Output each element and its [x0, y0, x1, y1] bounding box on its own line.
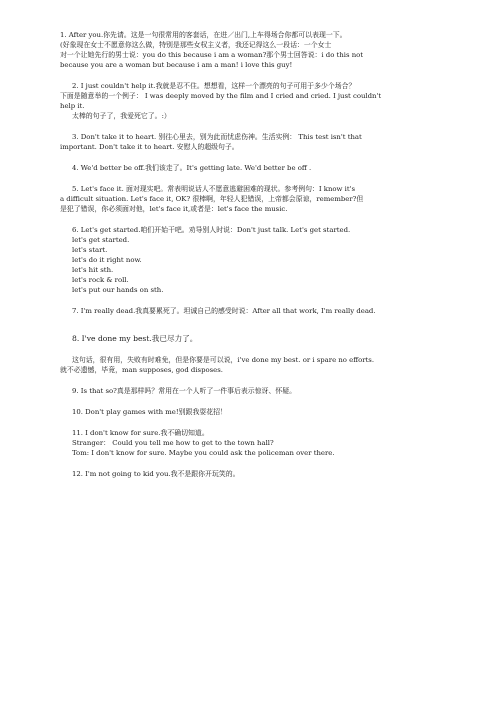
entry-6-line-5: let's hit sth. [72, 266, 114, 274]
entry-2 [60, 81, 440, 121]
entry-11-line-2: Stranger： Could you tell me how to get to the town hall? [72, 439, 274, 447]
entry-6-line-3: let's start. [72, 246, 108, 254]
entry-5-line-1: 5. Let's face it. 面对现实吧。常表明说话人不愿意逃避困难的现状。参考例句：I know it's [72, 185, 356, 193]
entry-6-line-7: let's put our hands on sth. [72, 286, 164, 294]
entry-3-line-2: important. Don't take it to heart. 安慰人的超级句子。 [60, 143, 239, 151]
entry-1-line-2: (好象现在女士不愿意你这么做，特别是那些女权主义者，我还记得这么一段话：一个女士 [60, 41, 332, 49]
entry-5 [60, 184, 440, 214]
entry-3-line-1: 3. Don't take it to heart. 别往心里去，别为此而忧虑伤神。生活实例： This test isn't that [72, 133, 362, 141]
entry-6-line-6: let's rock & roll. [72, 276, 129, 284]
entry-10-line-1: 10. Don't play games with me!别跟我耍花招！ [72, 408, 227, 416]
entry-5-line-3: 是犯了错误，你必须面对他，let's face it,或者是：let's face the music. [60, 205, 288, 213]
entry-4 [60, 163, 440, 173]
entry-9-line-1: 9. Is that so?真是那样吗？常用在一个人听了一件事后表示惊讶、怀疑。 [72, 387, 297, 395]
entry-8-line-1: 8. I've done my best.我已尽力了。 [72, 334, 198, 343]
entry-4-line-1: 4. We'd better be off.我们该走了。It's getting late. We'd better be off . [72, 164, 312, 172]
entry-7 [60, 306, 440, 316]
entry-6-line-1: 6. Let's get started.咱们开始干吧。劝导别人时说：Don't just talk. Let's get started. [72, 226, 351, 234]
entry-2-line-1: 2. I just couldn't help it.我就是忍不住。想想看，这样一个漂亮的句子可用于多少个场合？ [72, 82, 356, 90]
entry-2-line-2: 下面是随意举的一个例子： I was deeply moved by the film and I cried and cried. I just couldn't [60, 92, 382, 100]
entry-2-line-3: help it. [60, 102, 85, 110]
entry-12-line-1: 12. I'm not going to kid you.我不是跟你开玩笑的。 [72, 470, 240, 478]
entry-11-line-3: Tom: I don't know for sure. Maybe you could ask the policeman over there. [72, 449, 335, 457]
entry-12 [60, 469, 440, 479]
entry-11-line-1: 11. I don't know for sure.我不确切知道。 [72, 429, 209, 437]
entry-10 [60, 407, 440, 417]
entry-6-line-4: let's do it right now. [72, 256, 142, 264]
entry-8-note-line-1: 这句话，很有用，失败有时难免，但是你要是可以说，i've done my best. or i spare no efforts. [72, 356, 375, 364]
entry-8 [60, 334, 440, 344]
entry-6-line-2: let's get started. [72, 236, 130, 244]
entry-2-line-4: 太棒的句子了，我爱死它了。:） [72, 112, 171, 120]
entry-7-line-1: 7. I'm really dead.我真要累死了。坦诚自己的感受时说：After all that work, I'm really dead. [72, 307, 376, 315]
document-page [60, 30, 440, 490]
entry-1-line-3: 对一个让她先行的男士说：you do this because i am a woman?那个男士回答说：i do this not [60, 51, 364, 59]
entry-11 [60, 428, 440, 458]
entry-1-line-1: 1. After you.你先请。这是一句很常用的客套话，在进／出门,上车得场合你都可以表现一下。 [60, 31, 347, 39]
entry-5-line-2: a difficult situation. Let's face it, OK? 很棒啊，年轻人犯错误，上帝都会原谅，remember?但 [60, 195, 364, 203]
entry-8-note [60, 355, 440, 375]
entry-1-line-4: because you are a woman but because i am a man! i love this guy! [60, 61, 293, 69]
entry-9 [60, 386, 440, 396]
entry-3 [60, 132, 440, 152]
entry-8-note-line-2: 就不必遗憾，毕竟，man supposes, god disposes. [60, 366, 223, 374]
entry-6 [60, 225, 440, 295]
entry-1 [60, 30, 440, 70]
